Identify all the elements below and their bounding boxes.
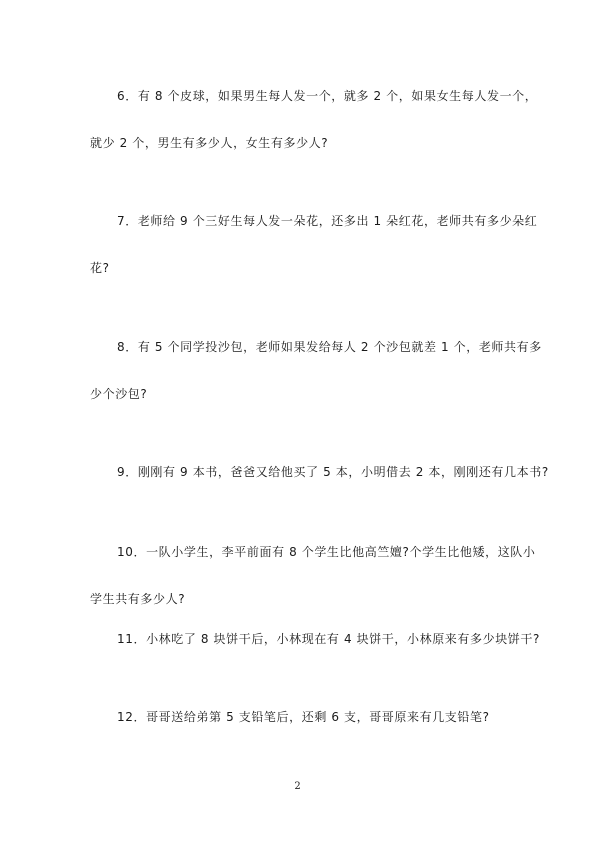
page-number: 2 [294,781,301,792]
question-9-line-1: 9．刚刚有 9 本书，爸爸又给他买了 5 本，小明借去 2 本，刚刚还有几本书? [117,465,549,479]
question-7-line-2: 花? [90,261,110,275]
question-10-line-1: 10．一队小学生，李平前面有 8 个学生比他高竺嬗?个学生比他矮，这队小 [117,545,536,559]
question-6-line-2: 就少 2 个，男生有多少人，女生有多少人? [90,136,329,150]
question-11-line-1: 11．小林吃了 8 块饼干后，小林现在有 4 块饼干，小林原来有多少块饼干? [117,632,540,646]
question-8-line-2: 少个沙包? [90,387,148,401]
question-12-line-1: 12．哥哥送给弟第 5 支铅笔后，还剩 6 支，哥哥原来有几支铅笔? [117,710,490,724]
question-8-line-1: 8．有 5 个同学投沙包，老师如果发给每人 2 个沙包就差 1 个，老师共有多 [117,340,542,354]
question-6-line-1: 6．有 8 个皮球，如果男生每人发一个，就多 2 个，如果女生每人发一个， [117,89,538,103]
question-7-line-1: 7．老师给 9 个三好生每人发一朵花，还多出 1 朵红花，老师共有多少朵红 [117,214,538,228]
question-10-line-2: 学生共有多少人? [90,592,186,606]
